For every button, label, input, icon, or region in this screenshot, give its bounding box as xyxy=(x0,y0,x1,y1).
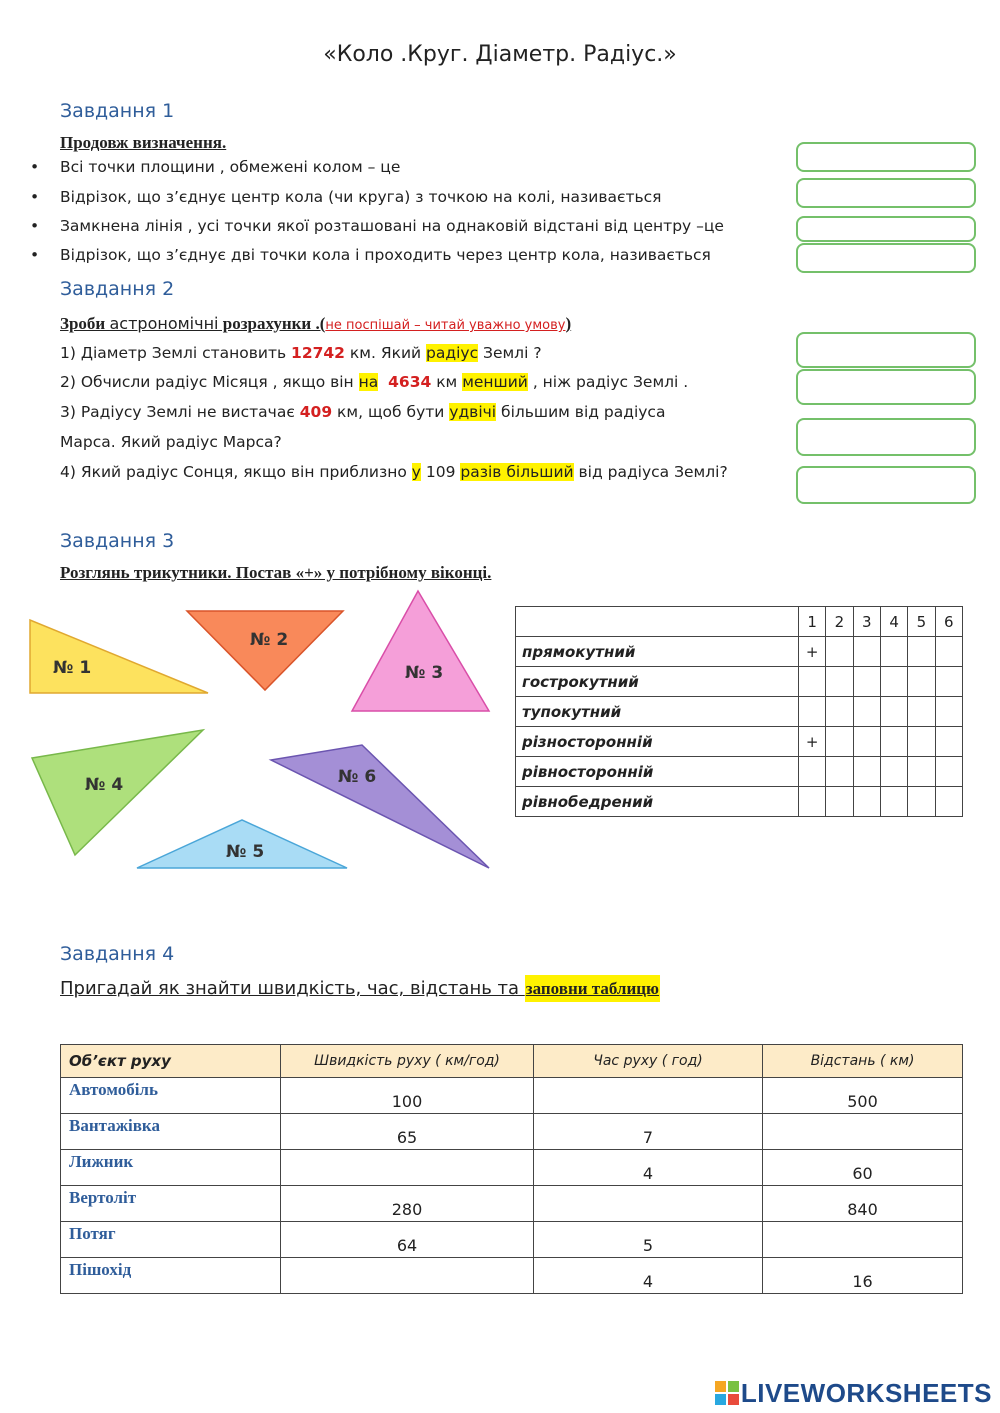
task2-instruction: Зроби астрономічні розрахунки .(не поспішай – читай уважно умову) xyxy=(60,314,572,333)
answer-cell[interactable]: + xyxy=(798,637,825,667)
speed-cell[interactable]: 280 xyxy=(281,1186,534,1222)
triangle-label: № 5 xyxy=(226,842,265,862)
table-row xyxy=(61,1114,963,1150)
answer-cell[interactable] xyxy=(908,787,935,817)
speed-cell[interactable]: 64 xyxy=(281,1222,534,1258)
answer-cell[interactable] xyxy=(853,727,880,757)
answer-cell[interactable] xyxy=(880,637,907,667)
answer-cell[interactable] xyxy=(935,637,962,667)
answer-cell[interactable] xyxy=(880,727,907,757)
distance-cell[interactable]: 16 xyxy=(763,1258,963,1294)
answer-cell[interactable] xyxy=(880,697,907,727)
triangle-3 xyxy=(352,591,489,711)
liveworksheets-logo[interactable] xyxy=(715,1378,992,1409)
task2-problem-4: 4) Який радіус Сонця, якщо він приблизно у 109 разів більший від радіуса Землі? xyxy=(60,463,728,481)
triangle-2 xyxy=(187,611,343,690)
table-header-row xyxy=(516,607,963,637)
page-title: «Коло .Круг. Діаметр. Радіус.» xyxy=(323,42,677,67)
column-header: 4 xyxy=(880,607,907,637)
object-name: Вантажівка xyxy=(61,1114,281,1150)
task2-problem-2: 2) Обчисли радіус Місяця , якщо він на 4634 км менший , ніж радіус Землі . xyxy=(60,373,689,391)
answer-cell[interactable] xyxy=(880,667,907,697)
time-cell[interactable]: 4 xyxy=(534,1150,763,1186)
column-header: Час руху ( год) xyxy=(534,1045,763,1078)
answer-cell[interactable] xyxy=(798,787,825,817)
answer-cell[interactable] xyxy=(826,727,853,757)
task2-answer-4[interactable] xyxy=(796,466,976,504)
triangle-label: № 6 xyxy=(338,767,377,787)
table-row xyxy=(516,667,963,697)
answer-cell[interactable] xyxy=(908,727,935,757)
triangle-label: № 3 xyxy=(405,663,444,683)
answer-cell[interactable] xyxy=(826,787,853,817)
answer-cell[interactable] xyxy=(935,667,962,697)
task2-answer-3[interactable] xyxy=(796,418,976,456)
table-row xyxy=(61,1150,963,1186)
column-header: 6 xyxy=(935,607,962,637)
speed-cell[interactable] xyxy=(281,1150,534,1186)
task3-heading: Завдання 3 xyxy=(60,530,175,552)
table-row xyxy=(61,1222,963,1258)
object-name: Пішохід xyxy=(61,1258,281,1294)
time-cell[interactable]: 7 xyxy=(534,1114,763,1150)
object-name: Вертоліт xyxy=(61,1186,281,1222)
answer-cell[interactable] xyxy=(853,667,880,697)
task1-item: • Всі точки площини , обмежені колом – це xyxy=(30,158,401,176)
task4-heading: Завдання 4 xyxy=(60,943,175,965)
column-header: 3 xyxy=(853,607,880,637)
answer-cell[interactable] xyxy=(826,637,853,667)
answer-cell[interactable] xyxy=(826,757,853,787)
triangle-1 xyxy=(30,620,208,693)
column-header: 2 xyxy=(826,607,853,637)
task1-answer-1[interactable] xyxy=(796,142,976,172)
distance-cell[interactable] xyxy=(763,1222,963,1258)
distance-cell[interactable]: 60 xyxy=(763,1150,963,1186)
column-header: Об’єкт руху xyxy=(61,1045,281,1078)
task2-problem-1: 1) Діаметр Землі становить 12742 км. Який радіус Землі ? xyxy=(60,344,542,362)
triangle-label: № 4 xyxy=(85,775,124,795)
table-row xyxy=(61,1078,963,1114)
object-name: Автомобіль xyxy=(61,1078,281,1114)
triangle-label: № 2 xyxy=(250,630,289,650)
answer-cell[interactable] xyxy=(826,697,853,727)
time-cell[interactable]: 5 xyxy=(534,1222,763,1258)
answer-cell[interactable]: + xyxy=(798,727,825,757)
task1-heading: Завдання 1 xyxy=(60,100,175,122)
table-row xyxy=(516,787,963,817)
column-header: 5 xyxy=(908,607,935,637)
task2-problem-3: 3) Радіусу Землі не вистачає 409 км, щоб бути удвічі більшим від радіуса xyxy=(60,403,666,421)
table-row xyxy=(516,757,963,787)
answer-cell[interactable] xyxy=(853,697,880,727)
task2-heading: Завдання 2 xyxy=(60,278,175,300)
task2-problem-3-cont: Марса. Який радіус Марса? xyxy=(60,433,282,451)
row-label: різносторонній xyxy=(516,727,799,757)
distance-cell[interactable]: 840 xyxy=(763,1186,963,1222)
answer-cell[interactable] xyxy=(908,757,935,787)
speed-cell[interactable] xyxy=(281,1258,534,1294)
column-header: 1 xyxy=(798,607,825,637)
answer-cell[interactable] xyxy=(908,667,935,697)
table-header-row xyxy=(61,1045,963,1078)
task2-answer-2[interactable] xyxy=(796,369,976,405)
task1-instruction: Продовж визначення. xyxy=(60,133,227,152)
answer-cell[interactable] xyxy=(935,697,962,727)
row-label: рівносторонній xyxy=(516,757,799,787)
task2-answer-1[interactable] xyxy=(796,332,976,368)
column-header: Швидкість руху ( км/год) xyxy=(281,1045,534,1078)
task4-instruction: Пригадай як знайти швидкість, час, відстань та заповни таблицю xyxy=(60,978,660,999)
task1-answer-2[interactable] xyxy=(796,178,976,208)
answer-cell[interactable] xyxy=(935,727,962,757)
task1-answer-3[interactable] xyxy=(796,216,976,242)
table-row xyxy=(516,727,963,757)
time-cell[interactable]: 4 xyxy=(534,1258,763,1294)
task1-answer-4[interactable] xyxy=(796,243,976,273)
answer-cell[interactable] xyxy=(826,667,853,697)
time-cell[interactable] xyxy=(534,1078,763,1114)
distance-cell[interactable] xyxy=(763,1114,963,1150)
triangle-label: № 1 xyxy=(53,658,92,678)
answer-cell[interactable] xyxy=(935,757,962,787)
liveworksheets-logo-icon xyxy=(715,1381,739,1405)
speed-cell[interactable]: 100 xyxy=(281,1078,534,1114)
triangles-figure xyxy=(0,585,500,880)
row-label: рівнобедрений xyxy=(516,787,799,817)
time-cell[interactable] xyxy=(534,1186,763,1222)
answer-cell[interactable] xyxy=(908,697,935,727)
row-label: тупокутний xyxy=(516,697,799,727)
answer-cell[interactable] xyxy=(853,757,880,787)
distance-cell[interactable]: 500 xyxy=(763,1078,963,1114)
table-row xyxy=(61,1258,963,1294)
answer-cell[interactable] xyxy=(880,787,907,817)
column-header: Відстань ( км) xyxy=(763,1045,963,1078)
table-row xyxy=(516,637,963,667)
answer-cell[interactable] xyxy=(853,637,880,667)
object-name: Потяг xyxy=(61,1222,281,1258)
row-label: прямокутний xyxy=(516,637,799,667)
answer-cell[interactable] xyxy=(880,757,907,787)
answer-cell[interactable] xyxy=(798,757,825,787)
answer-cell[interactable] xyxy=(853,787,880,817)
task3-instruction: Розглянь трикутники. Постав «+» у потрібному віконці. xyxy=(60,563,492,582)
task1-item: • Замкнена лінія , усі точки якої розташовані на однаковій відстані від центру –це xyxy=(30,217,724,235)
motion-table xyxy=(60,1044,963,1294)
triangle-classification-table xyxy=(515,606,963,817)
answer-cell[interactable] xyxy=(935,787,962,817)
task1-item: • Відрізок, що з’єднує дві точки кола і проходить через центр кола, називається xyxy=(30,246,711,264)
object-name: Лижник xyxy=(61,1150,281,1186)
answer-cell[interactable] xyxy=(908,637,935,667)
answer-cell[interactable] xyxy=(798,667,825,697)
table-row xyxy=(516,697,963,727)
logo-text: LIVEWORKSHEETS xyxy=(740,1378,992,1408)
speed-cell[interactable]: 65 xyxy=(281,1114,534,1150)
table-row xyxy=(61,1186,963,1222)
task1-item: • Відрізок, що з’єднує центр кола (чи круга) з точкою на колі, називається xyxy=(30,188,662,206)
answer-cell[interactable] xyxy=(798,697,825,727)
row-label: гострокутний xyxy=(516,667,799,697)
